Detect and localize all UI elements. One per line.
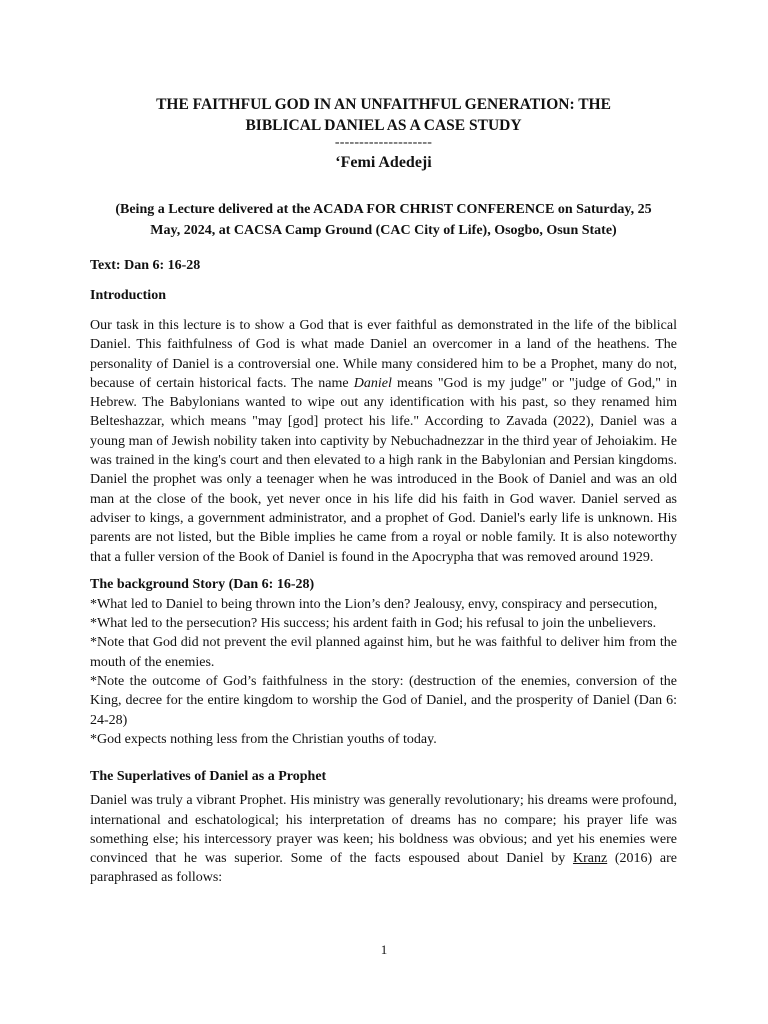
superlatives-heading: The Superlatives of Daniel as a Prophet xyxy=(90,769,327,785)
background-item: *Note that God did not prevent the evil planned against him, but he was faithful to deliver him from the mouth of the enemies. xyxy=(90,635,677,670)
background-heading: The background Story (Dan 6: 16-28) xyxy=(90,576,315,592)
intro-italic-daniel: Daniel xyxy=(353,375,392,391)
introduction-paragraph xyxy=(90,316,677,567)
document-title xyxy=(90,94,677,136)
background-item: *God expects nothing less from the Christian youths of today. xyxy=(90,731,437,747)
lecture-subtitle xyxy=(90,199,677,241)
superlatives-text-2: (2016) are paraphrased as follows: xyxy=(90,851,677,886)
kranz-link[interactable]: Kranz xyxy=(572,851,608,867)
intro-text-2: means "God is my judge" or "judge of God," in Hebrew. The Babylonians wanted to wipe out any identification with his past, so they renamed him Belteshazzar, which means "may [god] protect his life." According to Zavada (2022), Daniel was a young man of Jewish nobility taken into captivity by Nebuchadnezzar in the third year of Jehoiakim. He was trained in the king's court and then elevated to a high rank in the Babylonian and Persian kingdoms. Daniel the prophet was only a teenager when he was introduced in the Book of Daniel and was an old man at the close of the book, yet never once in his life did his faith in God waver. Daniel served as adviser to kings, a government administrator, and a prophet of God. Daniel's early life is unknown. His parents are not listed, but the Bible implies he came from a royal or noble family. It is also noteworthy that a fuller version of the Book of Daniel is found in the Apocrypha that was removed around 1929. xyxy=(90,375,678,565)
superlatives-paragraph xyxy=(90,791,677,887)
background-item: *Note the outcome of God’s faithfulness in the story: (destruction of the enemies, conversion of the King, decree for the entire kingdom to worship the God of Daniel, and the prosperity of Daniel (Dan 6: 24-28) xyxy=(90,674,677,728)
intro-text-1: Our task in this lecture is to show a God that is ever faithful as demonstrated in the life of the biblical Daniel. This faithfulness of God is what made Daniel an overcomer in a land of the heathens. The personality of Daniel is a controversial one. While many considered him to be a Prophet, many do not, because of certain historical facts. The name xyxy=(90,318,677,391)
subtitle-line-2: May, 2024, at CACSA Camp Ground (CAC City of Life), Osogbo, Osun State) xyxy=(150,223,617,238)
title-line-1: THE FAITHFUL GOD IN AN UNFAITHFUL GENERATION: THE xyxy=(156,96,611,113)
title-separator: -------------------- xyxy=(334,135,433,150)
author-name: ‘Femi Adedeji xyxy=(335,154,432,171)
page-number: 1 xyxy=(380,942,388,957)
title-line-2: BIBLICAL DANIEL AS A CASE STUDY xyxy=(245,117,522,134)
introduction-heading: Introduction xyxy=(90,288,166,303)
superlatives-text-1: Daniel was truly a vibrant Prophet. His ministry was generally revolutionary; his dreams were profound, international and eschatological; his interpretation of dreams has no compare; his prayer life was something else; his intercessory prayer was keen; his boldness was obvious; and yet his enemies were convinced that he was superior. Some of the facts espoused about Daniel by xyxy=(90,793,677,867)
document-page xyxy=(90,94,677,888)
subtitle-line-1: (Being a Lecture delivered at the ACADA FOR CHRIST CONFERENCE on Saturday, 25 xyxy=(115,202,652,217)
background-item: *What led to the persecution? His success; his ardent faith in God; his refusal to join the unbelievers. xyxy=(90,616,657,632)
background-item: *What led to Daniel to being thrown into the Lion’s den? Jealousy, envy, conspiracy and persecution, xyxy=(90,596,658,612)
text-reference: Text: Dan 6: 16-28 xyxy=(90,258,201,273)
background-list xyxy=(90,595,677,749)
